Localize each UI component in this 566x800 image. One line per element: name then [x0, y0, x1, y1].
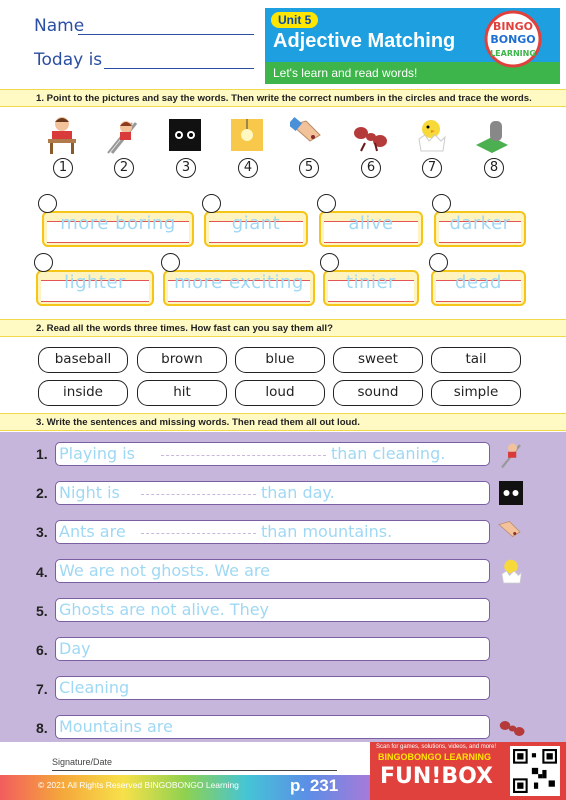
sentence-part1: We are not ghosts. We are	[59, 561, 270, 580]
picture-number: 4	[238, 158, 258, 178]
trace-word: tinier	[346, 272, 396, 293]
hatching-chick-icon	[413, 115, 449, 155]
funbox-title: FUN!BOX	[380, 764, 493, 789]
sentence-part2: than day.	[261, 483, 335, 502]
sentence-line[interactable]	[55, 598, 490, 622]
picture-number: 2	[114, 158, 134, 178]
unit-badge: Unit 5	[271, 12, 318, 28]
trace-word: lighter	[64, 272, 126, 293]
page-number: p. 231	[290, 776, 339, 795]
page-subtitle: Let's learn and read words!	[273, 66, 418, 80]
sentence-part1: Playing is	[59, 444, 135, 463]
dark-night-eyes-icon	[496, 478, 526, 508]
grave-icon	[474, 115, 510, 155]
light-bulb-icon	[229, 115, 265, 155]
sentence-part1: Mountains are	[59, 717, 173, 736]
date-field[interactable]	[104, 68, 254, 69]
name-field[interactable]	[78, 34, 254, 35]
funbox-brand: BINGOBONGO LEARNING	[378, 752, 492, 762]
picture-number: 7	[422, 158, 442, 178]
bingobongo-logo	[470, 10, 556, 68]
hatching-chick-icon	[496, 556, 526, 586]
today-label: Today is	[34, 50, 103, 70]
trace-word: giant	[231, 213, 281, 234]
reading-word: brown	[137, 347, 227, 373]
sentence-line[interactable]	[55, 676, 490, 700]
trace-word-box[interactable]	[36, 270, 154, 306]
picture-number: 1	[53, 158, 73, 178]
trace-word: dead	[455, 272, 502, 293]
qr-code-icon[interactable]	[510, 746, 560, 796]
trace-word-box[interactable]	[204, 211, 308, 247]
funbox-banner[interactable]	[370, 742, 566, 800]
sentence-part1: Ghosts are not alive. They	[59, 600, 270, 619]
reading-word: inside	[38, 380, 128, 406]
signature-line[interactable]	[52, 770, 337, 771]
sentence-number: 6.	[36, 642, 48, 658]
trace-word-box[interactable]	[431, 270, 526, 306]
sentence-number: 2.	[36, 485, 48, 501]
sentence-part1: Cleaning	[59, 678, 130, 697]
girl-on-slide-icon	[496, 439, 526, 469]
answer-circle[interactable]	[202, 194, 221, 213]
sentence-part1: Ants are	[59, 522, 126, 541]
trace-word: more boring	[60, 213, 176, 234]
trace-word: more exciting	[174, 272, 304, 293]
sentence-number: 7.	[36, 681, 48, 697]
sentence-part1: Night is	[59, 483, 120, 502]
section3-instruction: 3. Write the sentences and missing words. Then read them all out loud.	[0, 413, 566, 431]
name-label: Name	[34, 16, 85, 36]
section1-instruction: 1. Point to the pictures and say the words. Then write the correct numbers in the circles and trace the words.	[0, 89, 566, 107]
giant-ant-icon	[496, 712, 526, 742]
trace-word-box[interactable]	[319, 211, 423, 247]
section2-instruction: 2. Read all the words three times. How fast can you say them all?	[0, 319, 566, 337]
page-title: Adjective Matching	[273, 30, 456, 52]
reading-word: blue	[235, 347, 325, 373]
copyright: © 2021 All Rights Reserved BINGOBONGO Learning	[38, 780, 239, 790]
answer-circle[interactable]	[161, 253, 180, 272]
answer-circle[interactable]	[432, 194, 451, 213]
sentence-number: 5.	[36, 603, 48, 619]
reading-word: sound	[333, 380, 423, 406]
boy-at-desk-icon	[44, 115, 80, 155]
logo-line-1: BINGO	[492, 20, 534, 33]
trace-word: alive	[348, 213, 394, 234]
logo-line-2: BONGO	[490, 33, 536, 46]
answer-circle[interactable]	[429, 253, 448, 272]
picture-number: 5	[299, 158, 319, 178]
reading-word: simple	[431, 380, 521, 406]
signature-label: Signature/Date	[52, 757, 113, 767]
trace-word-box[interactable]	[434, 211, 526, 247]
reading-word: tail	[431, 347, 521, 373]
sentence-part2: than mountains.	[261, 522, 393, 541]
answer-circle[interactable]	[320, 253, 339, 272]
sentence-line[interactable]	[55, 559, 490, 583]
trace-word-box[interactable]	[323, 270, 419, 306]
picture-number: 3	[176, 158, 196, 178]
sentence-line[interactable]	[55, 520, 490, 544]
sentence-number: 3.	[36, 524, 48, 540]
picture-number: 8	[484, 158, 504, 178]
reading-word: loud	[235, 380, 325, 406]
girl-on-slide-icon	[106, 115, 142, 155]
answer-circle[interactable]	[38, 194, 57, 213]
reading-word: sweet	[333, 347, 423, 373]
reading-word: baseball	[38, 347, 128, 373]
sentence-number: 8.	[36, 720, 48, 736]
dark-night-eyes-icon	[167, 115, 203, 155]
sentence-number: 4.	[36, 564, 48, 580]
sentence-line[interactable]	[55, 481, 490, 505]
giant-ant-icon	[351, 115, 387, 155]
trace-word-box[interactable]	[42, 211, 194, 247]
sentence-number: 1.	[36, 446, 48, 462]
reading-word: hit	[137, 380, 227, 406]
sentence-part1: Day	[59, 639, 91, 658]
trace-word-box[interactable]	[163, 270, 315, 306]
sentence-line[interactable]	[55, 715, 490, 739]
answer-circle[interactable]	[317, 194, 336, 213]
sentence-line[interactable]	[55, 442, 490, 466]
picture-number: 6	[361, 158, 381, 178]
answer-circle[interactable]	[34, 253, 53, 272]
trace-word: darker	[449, 213, 511, 234]
hand-with-ant-icon	[496, 517, 526, 547]
sentence-part2: than cleaning.	[331, 444, 446, 463]
funbox-scan-text: Scan for games, solutions, videos, and more!	[376, 744, 497, 750]
logo-line-3: LEARNING	[490, 49, 536, 58]
sentence-line[interactable]	[55, 637, 490, 661]
hand-with-ant-icon	[290, 115, 326, 155]
